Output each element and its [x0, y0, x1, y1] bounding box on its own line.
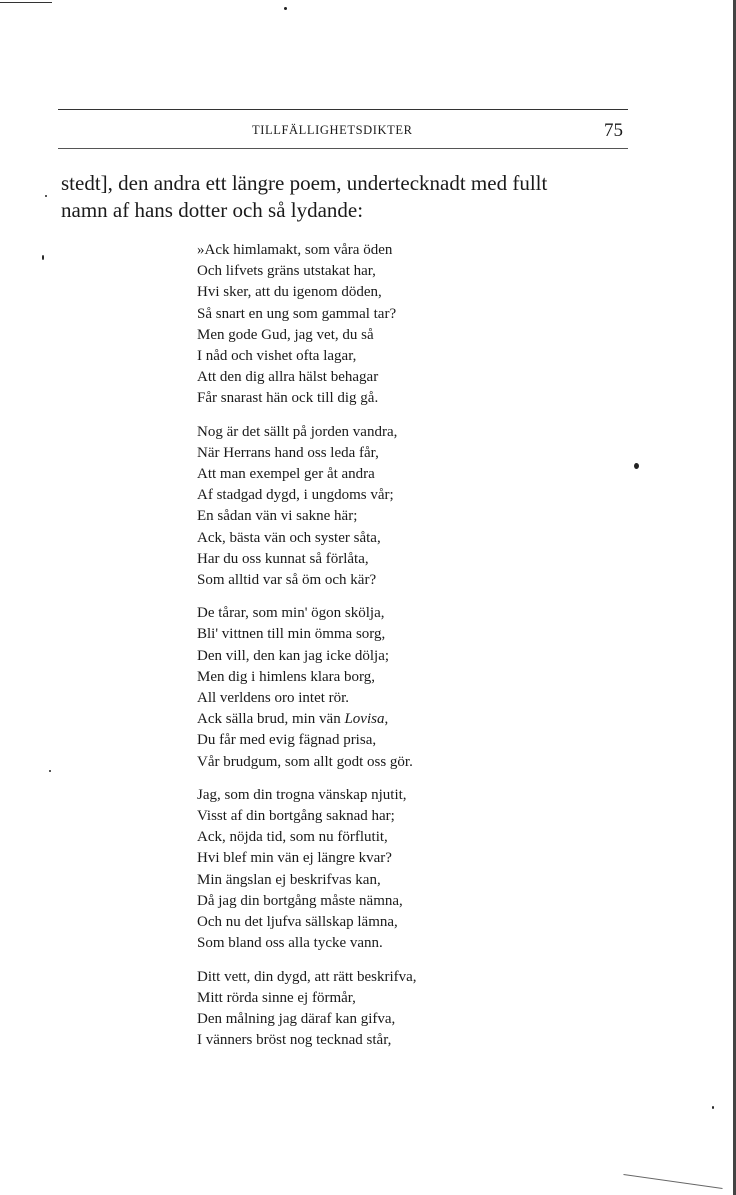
scan-speck: [634, 463, 639, 469]
verse-line: De tårar, som min' ögon skölja,: [197, 605, 385, 622]
verse-line: I vänners bröst nog tecknad står,: [197, 1032, 392, 1049]
verse-line: Min ängslan ej beskrifvas kan,: [197, 871, 381, 888]
verse-line: Hvi sker, att du igenom döden,: [197, 284, 382, 301]
verse-line: Har du oss kunnat så förlåta,: [197, 550, 369, 567]
verse-line: »Ack himlamakt, som våra öden: [197, 242, 393, 258]
verse-line: Får snarast hän ock till dig gå.: [197, 390, 379, 407]
verse-line: Nog är det sällt på jorden vandra,: [197, 423, 398, 440]
stanza: [197, 603, 517, 773]
verse-line: Ack, nöjda tid, som nu förflutit,: [197, 829, 388, 846]
scan-edge-mark: [623, 1174, 722, 1189]
verse-line: Jag, som din trogna vänskap njutit,: [197, 786, 407, 803]
running-head: TILLFÄLLIGHETSDIKTER: [252, 123, 413, 137]
scan-speck: [284, 7, 287, 10]
scan-speck: [45, 195, 47, 197]
verse-line: Den målning jag däraf kan gifva,: [197, 1010, 396, 1027]
verse-line: En sådan vän vi sakne här;: [197, 508, 358, 525]
verse-line: Hvi blef min vän ej längre kvar?: [197, 850, 392, 867]
prose-line: stedt], den andra ett längre poem, undertecknadt med fullt: [61, 171, 548, 195]
verse-line: Ack, bästa vän och syster såta,: [197, 529, 381, 546]
verse-line: Att man exempel ger åt andra: [197, 466, 375, 483]
verse-line: Af stadgad dygd, i ungdoms vår;: [197, 487, 394, 504]
verse-line: Den vill, den kan jag icke dölja;: [197, 647, 390, 664]
verse-line: Bli' vittnen till min ömma sorg,: [197, 626, 386, 643]
verse-line: Som bland oss alla tycke vann.: [197, 935, 383, 952]
verse-line: All verldens oro intet rör.: [197, 690, 350, 707]
stanza: [197, 785, 517, 955]
verse-line: Men gode Gud, jag vet, du så: [197, 326, 374, 343]
verse-line: Vår brudgum, som allt godt oss gör.: [197, 753, 413, 770]
verse-line: I nåd och vishet ofta lagar,: [197, 348, 357, 365]
page-number: 75: [604, 120, 623, 141]
prose-paragraph: [61, 170, 641, 224]
poem: [197, 240, 517, 1063]
stanza: [197, 422, 517, 592]
verse-line: När Herrans hand oss leda får,: [197, 444, 379, 461]
verse-line: Som alltid var så öm och kär?: [197, 572, 377, 589]
verse-line: Då jag din bortgång måste nämna,: [197, 892, 403, 909]
verse-line: Ditt vett, din dygd, att rätt beskrifva,: [197, 968, 417, 985]
verse-line: Och lifvets gräns utstakat har,: [197, 263, 376, 280]
header-rule-bottom: [58, 148, 628, 149]
verse-line: Du får med evig fägnad prisa,: [197, 732, 377, 749]
scan-speck: [42, 255, 44, 260]
verse-line: Men dig i himlens klara borg,: [197, 668, 376, 685]
verse-line: Att den dig allra hälst behagar: [197, 369, 379, 386]
verse-line: Och nu det ljufva sällskap lämna,: [197, 914, 398, 931]
verse-line: Så snart en ung som gammal tar?: [197, 305, 397, 322]
prose-line: namn af hans dotter och så lydande:: [61, 198, 364, 222]
stanza: [197, 240, 517, 410]
stanza: [197, 967, 517, 1052]
verse-line: Mitt rörda sinne ej förmår,: [197, 989, 356, 1006]
verse-line: Ack sälla brud, min vän Lovisa,: [197, 711, 389, 728]
scan-speck: [712, 1106, 714, 1109]
verse-line: Visst af din bortgång saknad har;: [197, 808, 395, 825]
scan-speck: [49, 770, 51, 772]
scan-edge-line: [0, 2, 52, 3]
header-rule-top: [58, 109, 628, 110]
